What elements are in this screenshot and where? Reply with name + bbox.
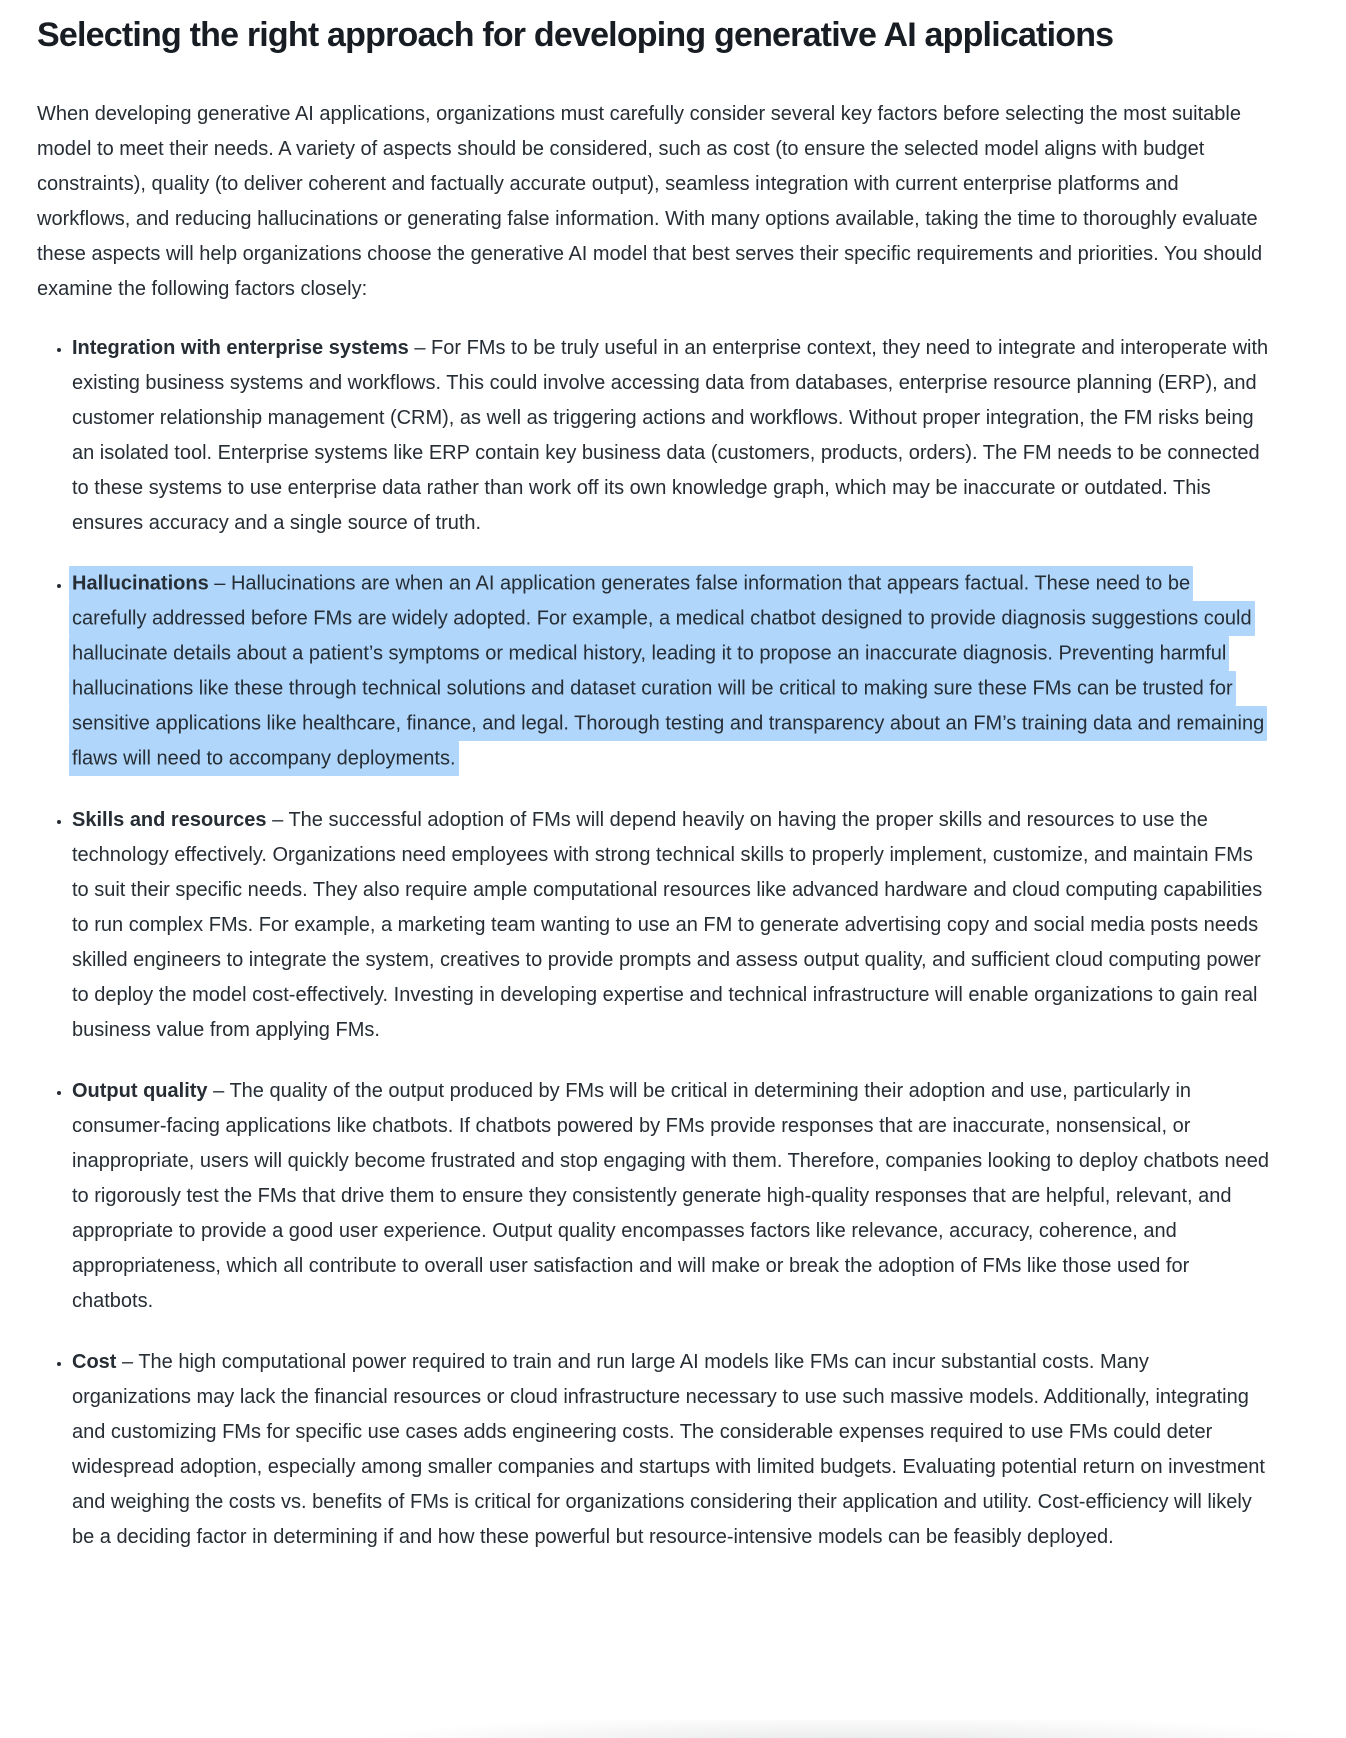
- intro-paragraph: When developing generative AI applications, organizations must carefully consider several key factors before selecting the most suitable model to meet their needs. A variety of aspects should be considered, such as cost (to ensure the selected model aligns with budget constraints), quality (to deliver coherent and factually accurate output), seamless integration with current enterprise platforms and workflows, and reducing hallucinations or generating false information. With many options available, taking the time to thoroughly evaluate these aspects will help organizations choose the generative AI model that best serves their specific requirements and priorities. You should examine the following factors closely:: [37, 102, 1263, 300]
- bullet-term: Integration with enterprise systems: [72, 336, 409, 359]
- bullet-body: The quality of the output produced by FMs will be critical in determining their adoption and use, particularly in consumer-facing applications like chatbots. If chatbots powered by FMs provide responses that are inaccurate, nonsensical, or inappropriate, users will quickly become frustrated and stop engaging with them. Therefore, companies looking to deploy chatbots need to rigorously test the FMs that drive them to ensure they consistently generate high-quality responses that are helpful, relevant, and appropriate to provide a good user experience. Output quality encompasses factors like relevance, accuracy, coherence, and appropriateness, which all contribute to overall user satisfaction and will make or break the adoption of FMs like those used for chatbots.: [72, 1079, 1269, 1312]
- bullet-content: [72, 1080, 1269, 1312]
- bullet-content: [72, 337, 1268, 534]
- offscreen-element-shadow: [0, 1720, 1346, 1738]
- term-separator: –: [272, 808, 284, 831]
- factors-list: [37, 331, 1270, 1555]
- bullet-body: The successful adoption of FMs will depend heavily on having the proper skills and resources to use the technology effectively. Organizations need employees with strong technical skills to properly implement, customize, and maintain FMs to suit their specific needs. They also require ample computational resources like advanced hardware and cloud computing capabilities to run complex FMs. For example, a marketing team wanting to use an FM to generate advertising copy and social media posts needs skilled engineers to integrate the system, creatives to provide prompts and assess output quality, and sufficient cloud computing power to deploy the model cost-effectively. Investing in developing expertise and technical infrastructure will enable organizations to gain real business value from applying FMs.: [72, 808, 1263, 1041]
- bullet-content: [72, 809, 1262, 1041]
- bullet-term: Output quality: [72, 1079, 208, 1102]
- term-separator: –: [122, 1350, 134, 1373]
- list-item-cost: [72, 1345, 1270, 1555]
- list-item-output-quality: [72, 1074, 1270, 1319]
- term-separator: –: [414, 336, 426, 359]
- page-title: Selecting the right approach for developing generative AI applications: [37, 16, 1114, 54]
- bullet-body: For FMs to be truly useful in an enterprise context, they need to integrate and interoperate with existing business systems and workflows. This could involve accessing data from databases, enterprise resource planning (ERP), and customer relationship management (CRM), as well as triggering actions and workflows. Without proper integration, the FM risks being an isolated tool. Enterprise systems like ERP contain key business data (customers, products, orders). The FM needs to be connected to these systems to use enterprise data rather than work off its own knowledge graph, which may be inaccurate or outdated. This ensures accuracy and a single source of truth.: [72, 336, 1269, 534]
- bullet-body: The high computational power required to train and run large AI models like FMs can incur substantial costs. Many organizations may lack the financial resources or cloud infrastructure necessary to use such massive models. Additionally, integrating and customizing FMs for specific use cases adds engineering costs. The considerable expenses required to use FMs could deter widespread adoption, especially among smaller companies and startups with limited budgets. Evaluating potential return on investment and weighing the costs vs. benefits of FMs is critical for organizations considering their application and utility. Cost-efficiency will likely be a deciding factor in determining if and how these powerful but resource-intensive models can be feasibly deployed.: [72, 1350, 1265, 1548]
- selected-text[interactable]: [69, 566, 1267, 776]
- bullet-content: [72, 1351, 1265, 1548]
- bullet-term: Cost: [72, 1350, 117, 1373]
- bullet-body: Hallucinations are when an AI application generates false information that appears factual. These need to be carefully addressed before FMs are widely adopted. For example, a medical chatbot designed to provide diagnosis suggestions could hallucinate details about a patient’s symptoms or medical history, leading it to propose an inaccurate diagnosis. Preventing harmful hallucinations like these through technical solutions and dataset curation will be critical to making sure these FMs can be trusted for sensitive applications like healthcare, finance, and legal. Thorough testing and transparency about an FM’s training data and remaining flaws will need to accompany deployments.: [72, 572, 1265, 770]
- bullet-term: Skills and resources: [72, 808, 267, 831]
- list-item-skills-resources: [72, 803, 1270, 1048]
- bullet-term: Hallucinations: [72, 572, 209, 595]
- term-separator: –: [213, 1079, 225, 1102]
- list-item-hallucinations: [72, 567, 1270, 777]
- list-item-integration: [72, 331, 1270, 541]
- term-separator: –: [214, 572, 226, 595]
